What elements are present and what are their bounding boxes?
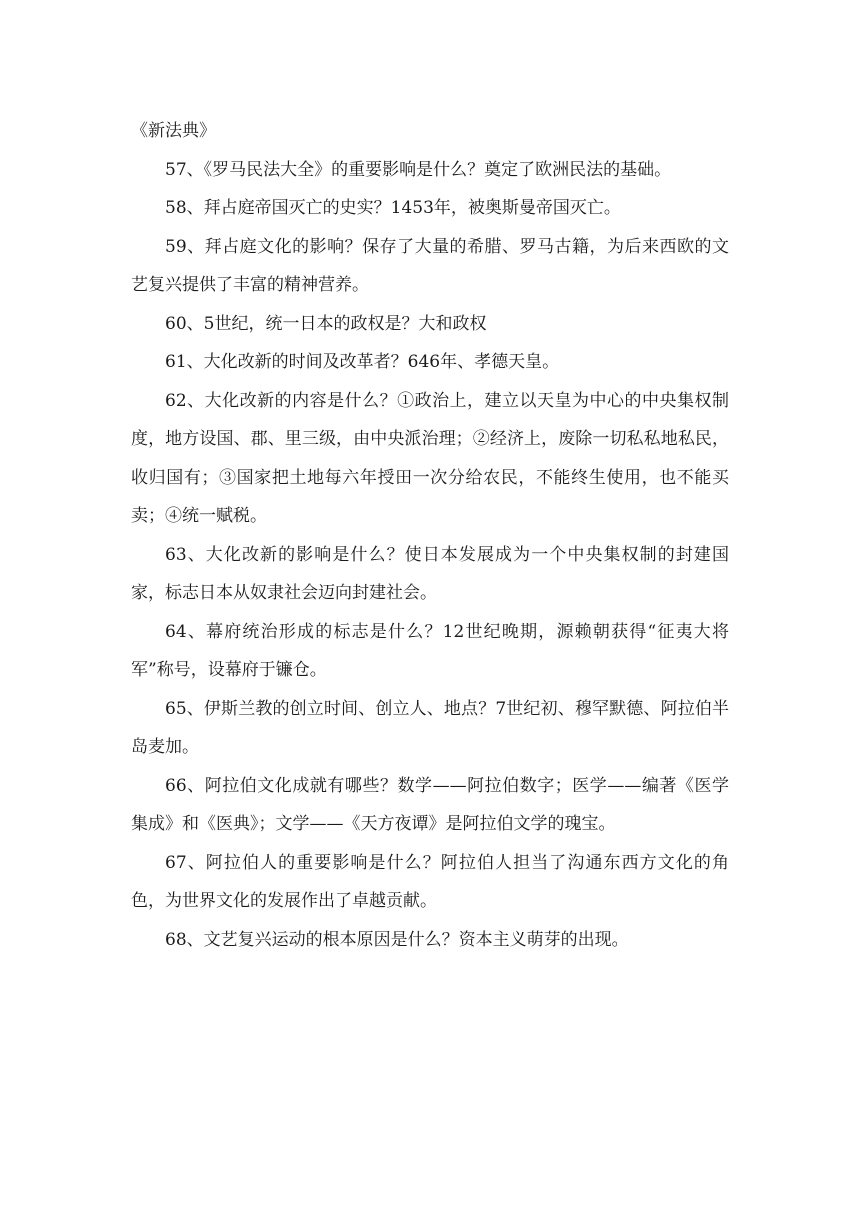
paragraph-66: 66、阿拉伯文化成就有哪些？数学——阿拉伯数字；医学——编著《医学集成》和《医典》；文学——《天方夜谭》是阿拉伯文学的瑰宝。 [131,775,729,834]
paragraph-67: 67、阿拉伯人的重要影响是什么？阿拉伯人担当了沟通东西方文化的角色，为世界文化的发展作出了卓越贡献。 [131,852,729,911]
paragraph-61: 61、大化改新的时间及改革者？646年、孝德天皇。 [165,352,560,372]
paragraph-64: 64、幕府统治形成的标志是什么？12世纪晚期，源赖朝获得“征夷大将军”称号，设幕府于镰仓。 [131,621,729,680]
paragraph-63: 63、大化改新的影响是什么？使日本发展成为一个中央集权制的封建国家，标志日本从奴隶社会迈向封建社会。 [131,544,729,603]
paragraph-62: 62、大化改新的内容是什么？①政治上，建立以天皇为中心的中央集权制度，地方设国、郡、里三级，由中央派治理；②经济上，废除一切私私地私民，收归国有；③国家把土地每六年授田一次分给农民，不能终生使用，也不能买卖；④统一赋税。 [131,390,729,526]
paragraph-59: 59、拜占庭文化的影响？保存了大量的希腊、罗马古籍，为后来西欧的文艺复兴提供了丰富的精神营养。 [131,236,729,295]
paragraph-continuation: 《新法典》 [131,121,216,141]
paragraph-68: 68、文艺复兴运动的根本原因是什么？资本主义萌芽的出现。 [165,929,629,950]
paragraph-58: 58、拜占庭帝国灭亡的史实？1453年，被奥斯曼帝国灭亡。 [165,198,621,218]
paragraph-57: 57、《罗马民法大全》的重要影响是什么？奠定了欧洲民法的基础。 [165,159,672,180]
document-body [131,112,729,959]
paragraph-60: 60、5世纪，统一日本的政权是？大和政权 [165,313,487,334]
paragraph-65: 65、伊斯兰教的创立时间、创立人、地点？7世纪初、穆罕默德、阿拉伯半岛麦加。 [131,698,729,757]
